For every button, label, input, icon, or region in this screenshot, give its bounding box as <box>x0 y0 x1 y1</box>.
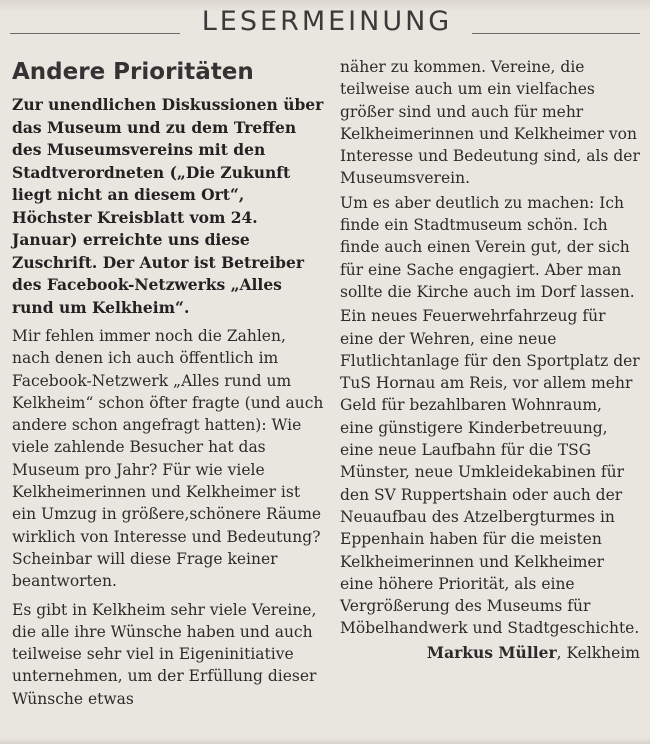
page-bottom-edge <box>0 738 650 744</box>
author-place: , Kelkheim <box>556 643 640 662</box>
article-paragraph: Um es aber deutlich zu machen: Ich finde ein Stadtmuseum schön. Ich finde auch einen Verein gut, der sich für eine Sache engagiert. Aber man sollte die Kirche auch im Dorf lassen. <box>340 193 635 301</box>
header-rule-right <box>472 33 640 34</box>
section-title: LESERMEINUNG <box>201 6 453 37</box>
author-signature <box>340 642 640 664</box>
article-intro: Zur unendlichen Diskussionen über das Museum und zu dem Treffen des Museumsvereins mit den Stadtverordneten („Die Zukunft liegt nicht an diesem Ort“, Höchster Kreisblatt vom 24. Januar) erreichte uns diese Zuschrift. Der Autor ist Betreiber des Facebook-Netzwerks „Alles rund um Kelkheim“. <box>12 95 324 317</box>
article-column-right <box>340 56 640 664</box>
article-paragraph: Ein neues Feuerwehrfahrzeug für eine der Wehren, eine neue Flutlichtanlage für den Sportplatz der TuS Hornau am Reis, vor allem mehr Geld für bezahlbaren Wohnraum, eine günstigere Kinderbetreuung, eine neue Laufbahn für die TSG Münster, neue Umkleidekabinen für den SV Ruppertshain oder auch der Neuaufbau des Atzelbergturmes in Eppenhain haben für die meisten Kelkheimerinnen und Kelkheimer eine höhere Priorität, als eine Vergrößerung des Museums für Möbelhandwerk und Stadtgeschichte. <box>340 307 640 638</box>
article-headline: Andere Prioritäten <box>12 59 254 85</box>
header-rule-left <box>10 33 180 34</box>
article-column-left <box>12 56 324 716</box>
author-name: Markus Müller <box>426 642 557 662</box>
article-paragraph: näher zu kommen. Vereine, die teilweise auch um ein vielfaches größer sind und auch für mehr Kelkheimerinnen und Kelkheimer von Interesse und Bedeutung sind, als der Museumsverein. <box>340 58 640 188</box>
article-paragraph: Es gibt in Kelkheim sehr viele Vereine, die alle ihre Wünsche haben und auch teilweise sehr viel in Eigeninitiative unternehmen, um der Erfüllung dieser Wünsche etwas <box>12 600 317 708</box>
article-paragraph: Mir fehlen immer noch die Zahlen, nach denen ich auch öffentlich im Facebook-Netzwerk „Alles rund um Kelkheim“ schon öfter fragte (und auch andere schon angefragt hatten): Wie viele zahlende Besucher hat das Museum pro Jahr? Für wie viele Kelkheimerinnen und Kelkheimer ist ein Umzug in größere,schönere Räume wirklich von Interesse und Bedeutung? Scheinbar will diese Frage keiner beantworten. <box>12 327 324 591</box>
section-header <box>0 4 650 44</box>
